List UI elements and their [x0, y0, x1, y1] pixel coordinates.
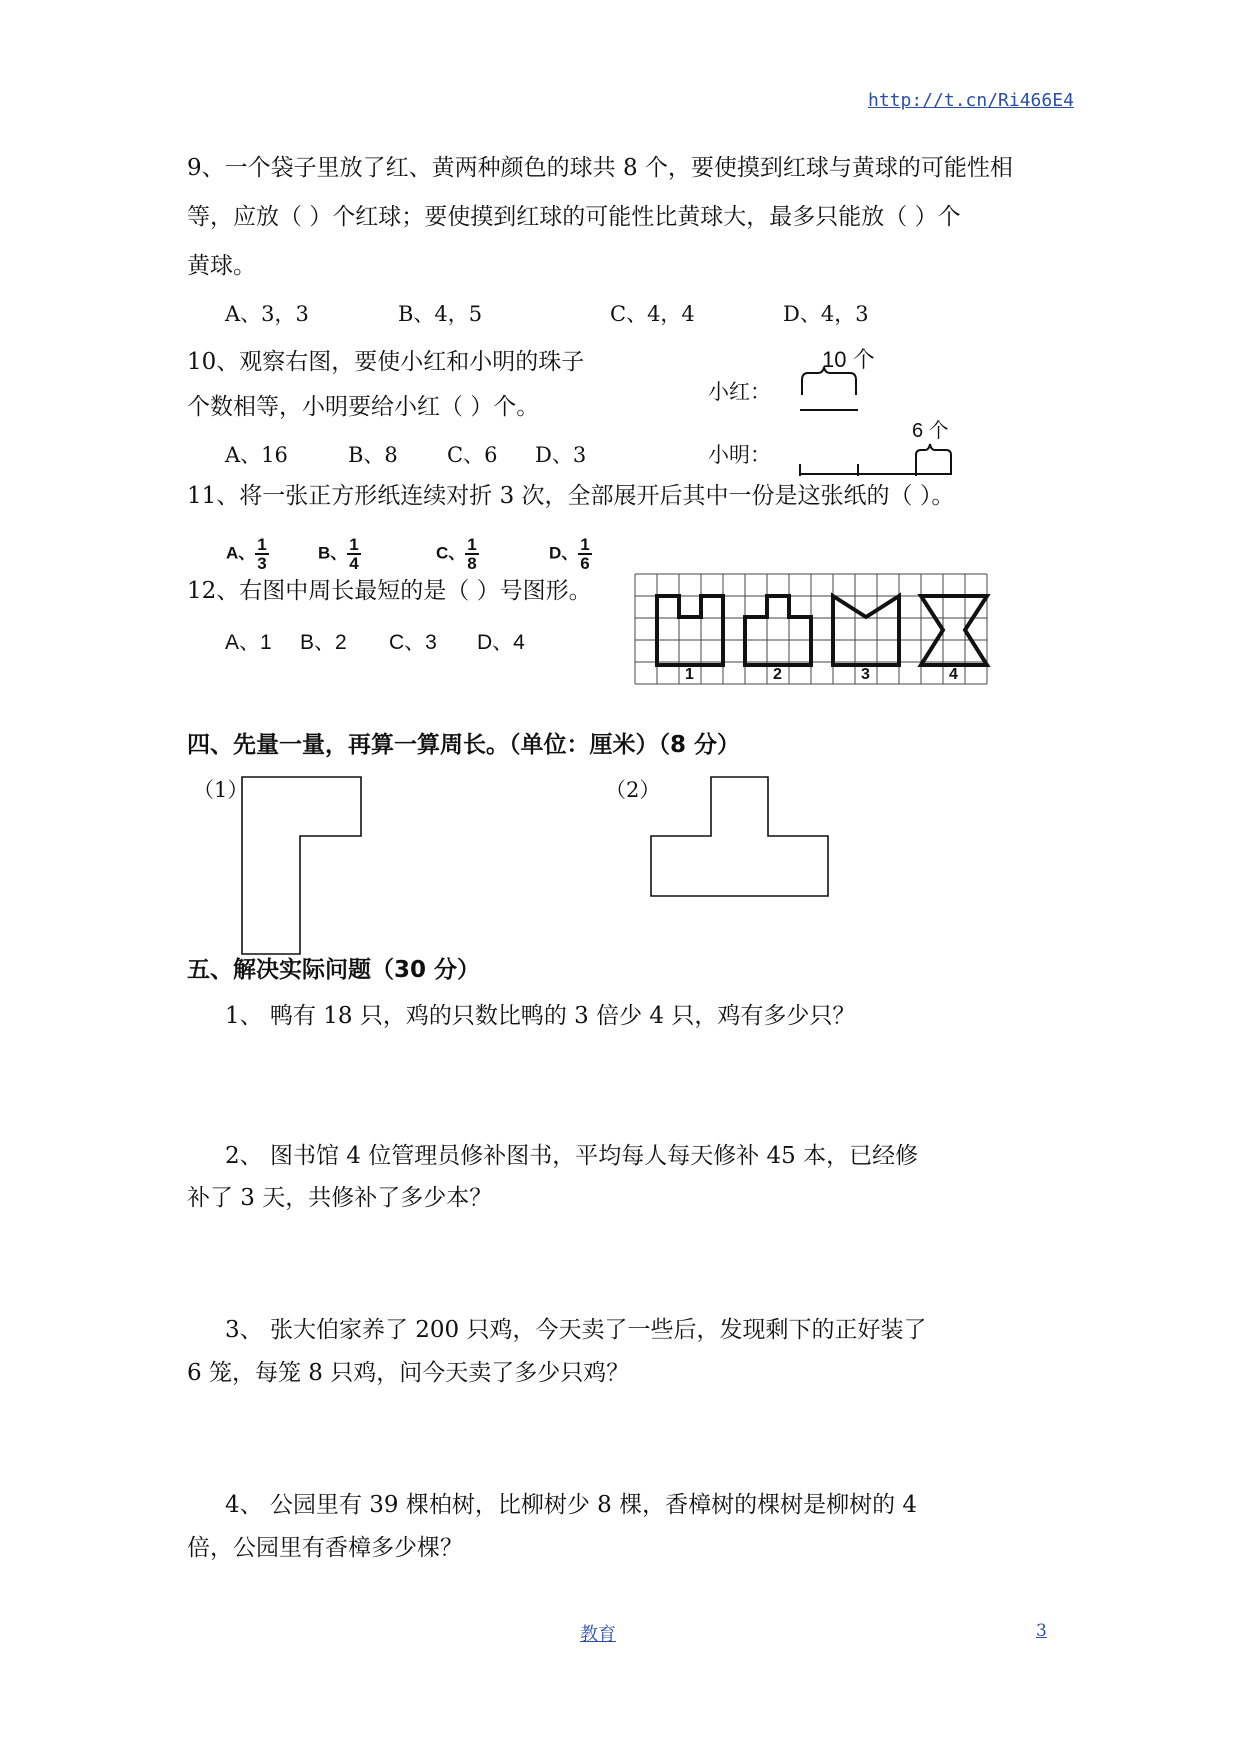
frac-b-num: 1	[349, 535, 359, 554]
frac-d-num: 1	[580, 535, 590, 554]
q11-line1: 11、将一张正方形纸连续对折 3 次，全部展开后其中一份是这张纸的（ ）。	[187, 483, 955, 509]
shape-label-2: 2	[773, 666, 782, 683]
problem-3-line2: 6 笼，每笼 8 只鸡，问今天卖了多少只鸡？	[187, 1360, 630, 1386]
shape-label-4: 4	[949, 666, 958, 683]
q10-line1: 10、观察右图，要使小红和小明的珠子	[187, 349, 585, 375]
frac-c-den: 8	[467, 554, 477, 573]
q10-option-d: D、3	[535, 443, 587, 467]
q9-line3: 黄球。	[187, 253, 256, 279]
problem-2-line1: 2、 图书馆 4 位管理员修补图书，平均每人每天修补 45 本，已经修	[225, 1143, 919, 1169]
problem-4-line2: 倍，公园里有香樟多少棵？	[187, 1535, 463, 1561]
section5-title: 五、解决实际问题（30 分）	[187, 957, 481, 983]
fig-count-ming: 6 个	[912, 420, 949, 442]
fig-ming-label: 小明：	[708, 443, 771, 467]
footer-center-link[interactable]: 教育	[580, 1624, 616, 1645]
q9-option-a: A、3，3	[225, 302, 309, 326]
q11-option-b-label: B、	[318, 543, 348, 563]
q10-line2: 个数相等，小明要给小红（ ）个。	[187, 394, 540, 420]
frac-a-den: 3	[257, 554, 267, 573]
frac-d-den: 6	[580, 554, 590, 573]
q11-option-c-label: C、	[436, 543, 466, 563]
q12-line1: 12、右图中周长最短的是（ ）号图形。	[187, 578, 592, 604]
problem-4-line1: 4、 公园里有 39 棵柏树，比柳树少 8 棵，香樟树的棵树是柳树的 4	[225, 1492, 918, 1518]
q9-line2: 等，应放（ ）个红球；要使摸到红球的可能性比黄球大，最多只能放（ ）个	[187, 204, 961, 230]
q12-option-a: A、1	[225, 631, 272, 654]
q9-option-b: B、4，5	[398, 302, 483, 326]
q9-line1: 9、一个袋子里放了红、黄两种颜色的球共 8 个，要使摸到红球与黄球的可能性相	[187, 155, 1013, 181]
fig-count-red: 10 个	[822, 347, 875, 372]
page-number: 3	[1036, 1621, 1047, 1641]
q12-option-c: C、3	[389, 631, 437, 654]
problem-2-line2: 补了 3 天，共修补了多少本？	[187, 1185, 493, 1211]
fig1-label: （1）	[193, 778, 249, 802]
q10-option-c: C、6	[447, 443, 498, 467]
t-shape	[651, 777, 828, 896]
frac-b-den: 4	[349, 554, 359, 573]
q12-option-d: D、4	[477, 631, 525, 654]
q11-option-d-label: D、	[549, 543, 579, 563]
fig2-label: （2）	[605, 778, 661, 802]
shape-label-3: 3	[861, 666, 870, 683]
shape-label-1: 1	[685, 666, 694, 683]
q10-option-a: A、16	[225, 443, 288, 467]
q9-option-d: D、4，3	[783, 302, 869, 326]
problem-3-line1: 3、 张大伯家养了 200 只鸡，今天卖了一些后，发现剩下的正好装了	[225, 1317, 927, 1343]
l-shape	[242, 777, 361, 954]
header-link[interactable]: http://t.cn/Ri466E4	[868, 90, 1074, 111]
frac-c-num: 1	[467, 535, 477, 554]
q10-option-b: B、8	[348, 443, 398, 467]
fig-red-label: 小红：	[708, 380, 771, 404]
q9-option-c: C、4，4	[610, 302, 695, 326]
q11-option-a-label: A、	[226, 543, 256, 563]
q12-option-b: B、2	[300, 631, 347, 654]
section4-title: 四、先量一量，再算一算周长。（单位：厘米）（8 分）	[187, 732, 741, 758]
problem-1: 1、 鸭有 18 只，鸡的只数比鸭的 3 倍少 4 只，鸡有多少只？	[225, 1003, 856, 1029]
frac-a-num: 1	[257, 535, 267, 554]
